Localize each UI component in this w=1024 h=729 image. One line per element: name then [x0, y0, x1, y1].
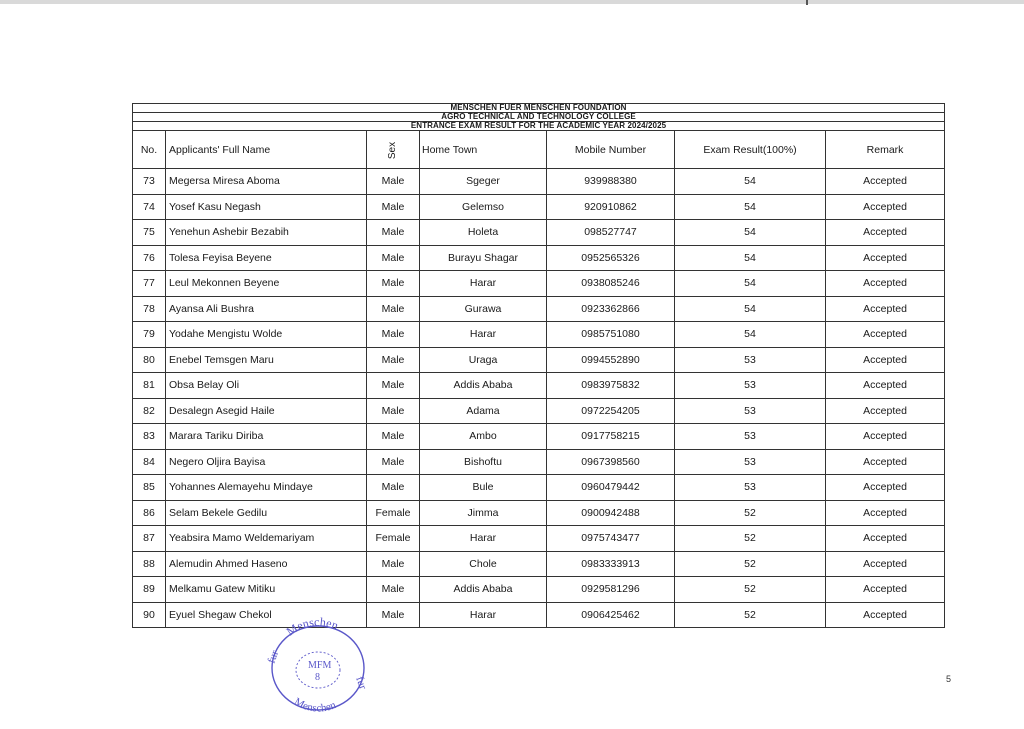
cell-mobile: 0929581296	[547, 577, 675, 603]
cell-remark: Accepted	[826, 169, 945, 195]
college-title: AGRO TECHNICAL AND TECHNOLOGY COLLEGE	[133, 113, 945, 122]
table-row	[133, 526, 945, 552]
cell-town: Addis Ababa	[420, 577, 547, 603]
cell-remark: Accepted	[826, 500, 945, 526]
table-row	[133, 220, 945, 246]
stamp-center-text: MFM	[308, 660, 332, 671]
cell-name: Yeabsira Mamo Weldemariyam	[166, 526, 367, 552]
cell-remark: Accepted	[826, 398, 945, 424]
cell-town: Harar	[420, 602, 547, 628]
cell-mobile: 0952565326	[547, 245, 675, 271]
cell-mobile: 098527747	[547, 220, 675, 246]
cell-sex: Female	[367, 526, 420, 552]
cell-remark: Accepted	[826, 271, 945, 297]
cell-result: 53	[675, 475, 826, 501]
cell-name: Megersa Miresa Aboma	[166, 169, 367, 195]
cell-sex: Male	[367, 194, 420, 220]
cell-name: Negero Oljira Bayisa	[166, 449, 367, 475]
cell-name: Tolesa Feyisa Beyene	[166, 245, 367, 271]
cell-no: 80	[133, 347, 166, 373]
cell-town: Bishoftu	[420, 449, 547, 475]
cell-town: Jimma	[420, 500, 547, 526]
cell-name: Enebel Temsgen Maru	[166, 347, 367, 373]
cell-remark: Accepted	[826, 245, 945, 271]
cell-result: 54	[675, 245, 826, 271]
table-row	[133, 373, 945, 399]
stamp-center-number: 8	[315, 672, 320, 683]
cell-name: Desalegn Asegid Haile	[166, 398, 367, 424]
stamp-left-text: fur	[265, 648, 282, 666]
cell-no: 73	[133, 169, 166, 195]
cell-town: Harar	[420, 271, 547, 297]
cell-sex: Male	[367, 347, 420, 373]
cell-result: 53	[675, 398, 826, 424]
cell-name: Eyuel Shegaw Chekol	[166, 602, 367, 628]
cell-town: Adama	[420, 398, 547, 424]
cell-name: Yodahe Mengistu Wolde	[166, 322, 367, 348]
foundation-stamp	[262, 612, 374, 716]
table-row	[133, 577, 945, 603]
cell-mobile: 0900942488	[547, 500, 675, 526]
cell-remark: Accepted	[826, 194, 945, 220]
cell-town: Harar	[420, 526, 547, 552]
cell-mobile: 0983333913	[547, 551, 675, 577]
col-header-result: Exam Result(100%)	[675, 131, 826, 169]
cell-result: 54	[675, 296, 826, 322]
cell-no: 78	[133, 296, 166, 322]
cell-name: Yohannes Alemayehu Mindaye	[166, 475, 367, 501]
column-header-row	[133, 131, 945, 169]
cell-result: 54	[675, 322, 826, 348]
cell-name: Alemudin Ahmed Haseno	[166, 551, 367, 577]
col-header-sex	[367, 131, 420, 169]
cell-result: 54	[675, 194, 826, 220]
cell-sex: Male	[367, 271, 420, 297]
cell-name: Marara Tariku Diriba	[166, 424, 367, 450]
results-table	[132, 103, 945, 628]
cell-no: 75	[133, 220, 166, 246]
table-row	[133, 194, 945, 220]
cell-result: 53	[675, 347, 826, 373]
cell-result: 52	[675, 602, 826, 628]
cell-no: 81	[133, 373, 166, 399]
cell-no: 76	[133, 245, 166, 271]
cell-result: 52	[675, 551, 826, 577]
table-row	[133, 551, 945, 577]
cell-remark: Accepted	[826, 551, 945, 577]
cell-mobile: 0994552890	[547, 347, 675, 373]
cell-name: Melkamu Gatew Mitiku	[166, 577, 367, 603]
cell-remark: Accepted	[826, 296, 945, 322]
cell-town: Chole	[420, 551, 547, 577]
cell-sex: Male	[367, 577, 420, 603]
table-row	[133, 424, 945, 450]
col-header-sex-label: Sex	[387, 141, 399, 159]
cell-mobile: 0917758215	[547, 424, 675, 450]
cell-no: 84	[133, 449, 166, 475]
table-row	[133, 271, 945, 297]
cell-remark: Accepted	[826, 475, 945, 501]
stamp-bottom-text: Menschen	[292, 695, 338, 715]
cell-town: Addis Ababa	[420, 373, 547, 399]
stamp-top-text: Menschen	[283, 614, 341, 639]
cell-result: 54	[675, 169, 826, 195]
table-row	[133, 347, 945, 373]
cell-town: Ambo	[420, 424, 547, 450]
table-row	[133, 169, 945, 195]
cell-remark: Accepted	[826, 220, 945, 246]
cell-name: Obsa Belay Oli	[166, 373, 367, 399]
cell-name: Ayansa Ali Bushra	[166, 296, 367, 322]
exam-title: ENTRANCE EXAM RESULT FOR THE ACADEMIC YEAR 2024/2025	[133, 122, 945, 131]
cell-result: 53	[675, 449, 826, 475]
cell-remark: Accepted	[826, 373, 945, 399]
cell-sex: Male	[367, 169, 420, 195]
cell-town: Harar	[420, 322, 547, 348]
cell-town: Uraga	[420, 347, 547, 373]
cell-sex: Male	[367, 322, 420, 348]
cell-sex: Male	[367, 424, 420, 450]
cell-no: 77	[133, 271, 166, 297]
cell-town: Bule	[420, 475, 547, 501]
cell-remark: Accepted	[826, 424, 945, 450]
cell-mobile: 0975743477	[547, 526, 675, 552]
cell-town: Gelemso	[420, 194, 547, 220]
cell-name: Leul Mekonnen Beyene	[166, 271, 367, 297]
cell-mobile: 939988380	[547, 169, 675, 195]
cell-sex: Male	[367, 296, 420, 322]
table-row	[133, 322, 945, 348]
cell-mobile: 0967398560	[547, 449, 675, 475]
cell-result: 54	[675, 220, 826, 246]
cell-remark: Accepted	[826, 449, 945, 475]
foundation-title: MENSCHEN FUER MENSCHEN FOUNDATION	[133, 104, 945, 113]
cell-mobile: 0906425462	[547, 602, 675, 628]
cell-sex: Male	[367, 449, 420, 475]
cell-no: 74	[133, 194, 166, 220]
cell-no: 87	[133, 526, 166, 552]
cell-result: 52	[675, 577, 826, 603]
cell-no: 79	[133, 322, 166, 348]
col-header-remark: Remark	[826, 131, 945, 169]
scan-edge-mark	[806, 0, 808, 5]
cell-remark: Accepted	[826, 322, 945, 348]
cell-result: 53	[675, 373, 826, 399]
col-header-no: No.	[133, 131, 166, 169]
cell-no: 83	[133, 424, 166, 450]
cell-mobile: 0923362866	[547, 296, 675, 322]
cell-mobile: 0938085246	[547, 271, 675, 297]
cell-sex: Male	[367, 373, 420, 399]
cell-mobile: 0960479442	[547, 475, 675, 501]
cell-remark: Accepted	[826, 602, 945, 628]
cell-sex: Male	[367, 245, 420, 271]
col-header-name: Applicants' Full Name	[166, 131, 367, 169]
cell-no: 89	[133, 577, 166, 603]
cell-town: Holeta	[420, 220, 547, 246]
cell-mobile: 920910862	[547, 194, 675, 220]
cell-name: Selam Bekele Gedilu	[166, 500, 367, 526]
cell-sex: Male	[367, 551, 420, 577]
cell-remark: Accepted	[826, 577, 945, 603]
table-body	[133, 169, 945, 628]
table-row	[133, 475, 945, 501]
title-row-3	[133, 122, 945, 131]
cell-no: 88	[133, 551, 166, 577]
table-row	[133, 398, 945, 424]
table-row	[133, 245, 945, 271]
table-row	[133, 449, 945, 475]
cell-town: Sgeger	[420, 169, 547, 195]
cell-result: 52	[675, 500, 826, 526]
cell-name: Yosef Kasu Negash	[166, 194, 367, 220]
cell-result: 53	[675, 424, 826, 450]
cell-no: 90	[133, 602, 166, 628]
stamp-right-text: fur	[353, 674, 369, 692]
cell-sex: Male	[367, 220, 420, 246]
cell-sex: Male	[367, 475, 420, 501]
cell-sex: Male	[367, 398, 420, 424]
table-row	[133, 296, 945, 322]
cell-sex: Male	[367, 602, 420, 628]
cell-result: 52	[675, 526, 826, 552]
table-row	[133, 500, 945, 526]
cell-result: 54	[675, 271, 826, 297]
cell-no: 85	[133, 475, 166, 501]
col-header-mobile: Mobile Number	[547, 131, 675, 169]
table-row	[133, 602, 945, 628]
scan-top-edge	[0, 0, 1024, 4]
cell-sex: Female	[367, 500, 420, 526]
cell-no: 86	[133, 500, 166, 526]
cell-mobile: 0983975832	[547, 373, 675, 399]
cell-town: Burayu Shagar	[420, 245, 547, 271]
cell-mobile: 0972254205	[547, 398, 675, 424]
page-number: 5	[946, 674, 952, 684]
cell-no: 82	[133, 398, 166, 424]
cell-mobile: 0985751080	[547, 322, 675, 348]
cell-town: Gurawa	[420, 296, 547, 322]
cell-name: Yenehun Ashebir Bezabih	[166, 220, 367, 246]
cell-remark: Accepted	[826, 526, 945, 552]
cell-remark: Accepted	[826, 347, 945, 373]
col-header-town: Home Town	[420, 131, 547, 169]
